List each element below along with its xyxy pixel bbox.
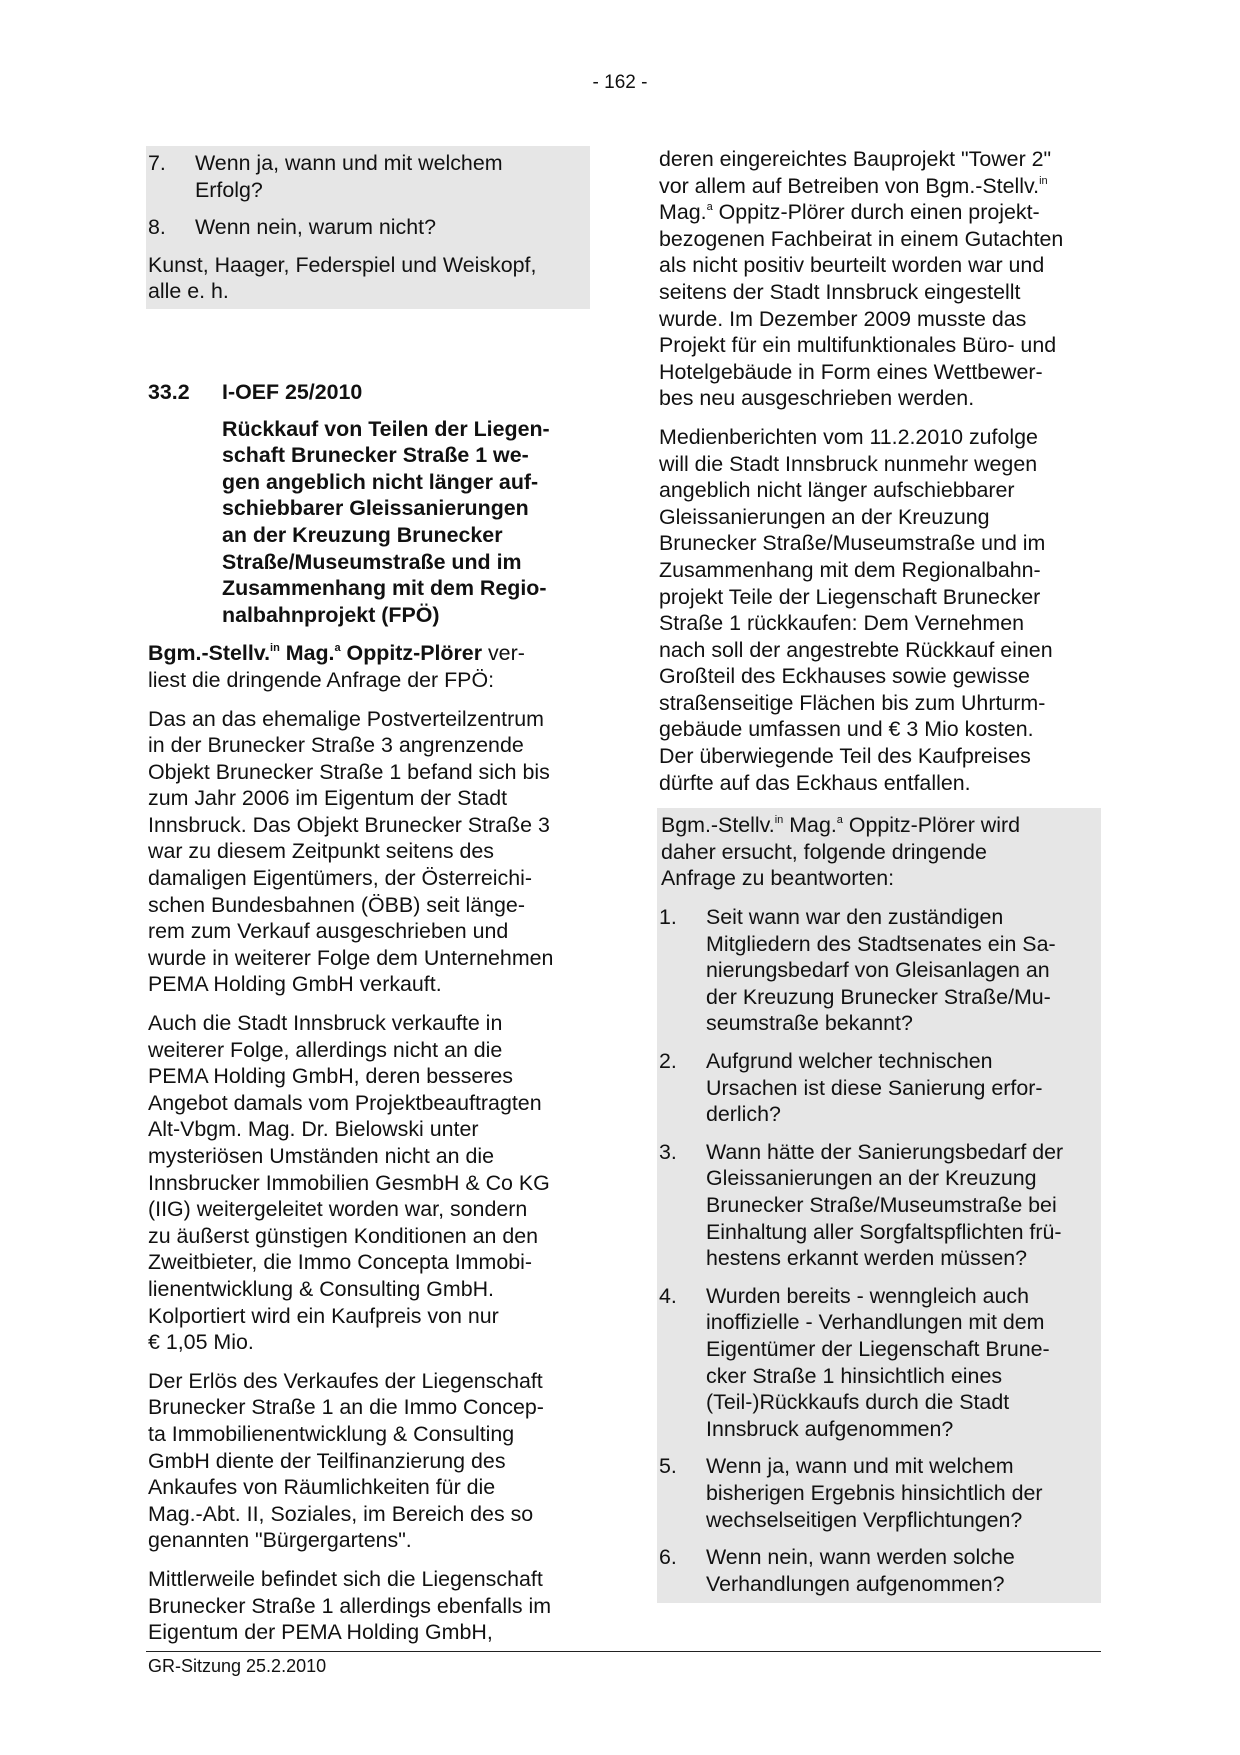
- paragraph-1: Das an das ehemalige Postverteilzentrum in der Brunecker Straße 3 angrenzende Objekt Brunecker Straße 1 befand sich bis zum Jahr 2006 im Eigentum der Stadt Innsbruck. Das Objekt Brunecker Straße 3 war zu diesem Zeitpunkt seitens des damaligen Eigentümers, der Österreichi- schen Bundesbahnen (ÖBB) seit länge- rem zum Verkauf ausgeschrieben und wurde in weiterer Folge dem Unternehmen PEMA Holding GmbH verkauft.: [148, 706, 554, 997]
- paragraph-3: Der Erlös des Verkaufes der Liegenschaft Brunecker Straße 1 an die Immo Concep- ta Immobilienentwicklung & Consulting GmbH diente der Teilfinanzierung des Ankaufes von Räumlichkeiten für die Mag.-Abt. II, Soziales, im Bereich des so genannten "Bürgergartens".: [148, 1368, 544, 1553]
- request-box: [657, 808, 1101, 1603]
- continued-questions-box: [146, 146, 590, 309]
- paragraph-2: Auch die Stadt Innsbruck verkaufte in weiterer Folge, allerdings nicht an die PEMA Holding GmbH, deren besseres Angebot damals vom Projektbeauftragten Alt-Vbgm. Mag. Dr. Bielowski unter mysteriösen Umständen nicht an die Innsbrucker Immobilien GesmbH & Co KG (IIG) weitergeleitet worden war, sondern zu äußerst günstigen Konditionen an den Zweitbieter, die Immo Concepta Immobi- lienentwicklung & Consulting GmbH. Kolportiert wird ein Kaufpreis von nur € 1,05 Mio.: [148, 1011, 550, 1355]
- section-title: Rückkauf von Teilen der Liegen- schaft Brunecker Straße 1 we- gen angeblich nicht länger auf- schiebbarer Gleissanierungen an der Kreuzung Brunecker Straße/Museumstraße und im Zusammenhang mit dem Regio- nalbahnprojekt (FPÖ): [222, 416, 550, 627]
- right-paragraph-1: deren eingereichtes Bauprojekt "Tower 2" vor allem auf Betreiben von Bgm.-Stellv.$^{in}$ Mag.$^a$ Oppitz-Plörer durch einen projekt- bezogenen Fachbeirat in einem Gutachten als nicht positiv beurteilt worden war und seitens der Stadt Innsbruck eingestellt wurde. Im Dezember 2009 musste das Projekt für ein multifunktionales Büro- und Hotelgebäude in Form eines Wettbewer- bes neu ausgeschrieben werden.: [659, 147, 1064, 411]
- left-column: [146, 146, 590, 1658]
- right-paragraph-2: Medienberichten vom 11.2.2010 zufolge will die Stadt Innsbruck nunmehr wegen angeblich nicht länger aufschiebbarer Gleissanierungen an der Kreuzung Brunecker Straße/Museumstraße und im Zusammenhang mit dem Regionalbahn- projekt Teile der Liegenschaft Brunecker Straße 1 rückkaufen: Dem Vernehmen nach soll der angestrebte Rückkauf einen Großteil des Eckhauses sowie gewisse straßenseitige Flächen bis zum Uhrturm- gebäude umfassen und € 3 Mio kosten. Der überwiegende Teil des Kaufpreises dürfte auf das Eckhaus entfallen.: [659, 424, 1053, 795]
- question-item-4: 4. Wurden bereits - wenngleich auch inoffizielle - Verhandlungen mit dem Eigentümer der Liegenschaft Brune- cker Straße 1 hinsichtlich eines (Teil-)Rückkaufs durch die Stadt Innsbruck aufgenommen?: [659, 1283, 1050, 1441]
- section-heading: [146, 379, 590, 406]
- question-item-7: 7. Wenn ja, wann und mit welchem Erfolg?: [148, 151, 503, 202]
- signers: Kunst, Haager, Federspiel und Weiskopf, alle e. h.: [148, 252, 537, 304]
- intro-paragraph: Bgm.-Stellv.$^{in}$ Mag.$^a$ Oppitz-Plörer ver- liest die dringende Anfrage der FPÖ:: [148, 641, 525, 692]
- question-item-6: 6. Wenn nein, wann werden solche Verhandlungen aufgenommen?: [659, 1545, 1015, 1596]
- question-item-3: 3. Wann hätte der Sanierungsbedarf der Gleissanierungen an der Kreuzung Brunecker Straße/Museumstraße bei Einhaltung aller Sorgfaltspflichten frü- hestens erkannt werden müssen?: [659, 1139, 1064, 1271]
- section-code: I-OEF 25/2010: [222, 379, 363, 404]
- request-intro: Bgm.-Stellv.$^{in}$ Mag.$^a$ Oppitz-Plörer wird daher ersucht, folgende dringende Anfrage zu beantworten:: [661, 813, 1021, 891]
- question-item-2: 2. Aufgrund welcher technischen Ursachen ist diese Sanierung erfor- derlich?: [659, 1049, 1043, 1127]
- section-number: 33.2: [148, 379, 190, 404]
- question-item-1: 1. Seit wann war den zuständigen Mitgliedern des Stadtsenates ein Sa- nierungsbedarf von Gleisanlagen an der Kreuzung Brunecker Straße/Mu- seumstraße bekannt?: [659, 905, 1056, 1036]
- footer-session-label: GR-Sitzung 25.2.2010: [148, 1656, 327, 1676]
- right-column: [657, 146, 1101, 1603]
- page-number: - 162 -: [592, 72, 648, 93]
- paragraph-4: Mittlerweile befindet sich die Liegenschaft Brunecker Straße 1 allerdings ebenfalls im Eigentum der PEMA Holding GmbH,: [148, 1566, 552, 1645]
- footer-divider: [146, 1651, 1101, 1652]
- question-item-5: 5. Wenn ja, wann und mit welchem bisherigen Ergebnis hinsichtlich der wechselseitigen Verpflichtungen?: [659, 1454, 1043, 1532]
- question-item-8: 8. Wenn nein, warum nicht?: [148, 215, 436, 240]
